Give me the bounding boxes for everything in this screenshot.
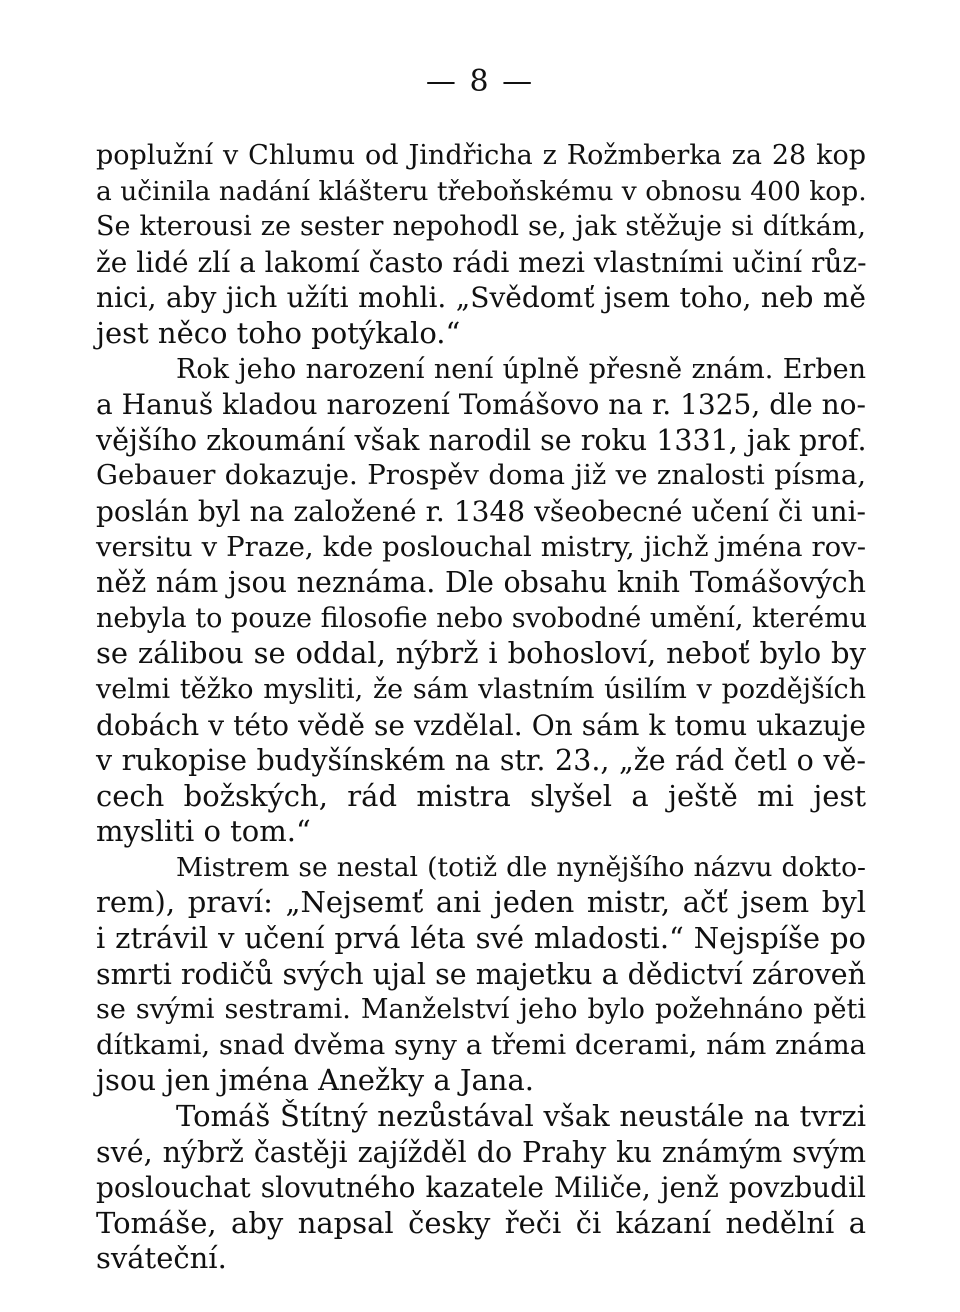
text-line: velmi těžko mysliti, že sám vlastním úsilím v pozdějších xyxy=(96,673,866,705)
paragraph-1 xyxy=(96,138,866,352)
text-line: Tomáše, aby napsal česky řeči či kázaní nedělní a xyxy=(96,1205,866,1240)
text-line: že lidé zlí a lakomí často rádi mezi vlastními učiní růz- xyxy=(96,245,867,279)
text-line: v rukopise budyšínském na str. 23., „že rád četl o vě- xyxy=(96,744,866,778)
text-line: nebyla to pouze filosofie nebo svobodné umění, kterému xyxy=(96,602,868,634)
text-line: a učinila nadání klášteru třeboňskému v obnosu 400 kop. xyxy=(96,175,867,207)
text-line: jsou jen jména Anežky a Jana. xyxy=(96,1063,534,1098)
text-line: a Hanuš kladou narození Tomášovo na r. 1325, dle no- xyxy=(96,388,866,422)
text-line: jest něco toho potýkalo.“ xyxy=(96,315,461,350)
text-line: poplužní v Chlumu od Jindřicha z Rožmberka za 28 kop xyxy=(96,140,866,171)
text-line: poslouchat slovutného kazatele Miliče, jenž povzbudil xyxy=(96,1171,866,1205)
paragraph-4 xyxy=(96,1099,866,1277)
text-line: cech božských, rád mistra slyšel a ještě mi jest xyxy=(96,778,866,813)
text-line: i ztrávil v učení prvá léta své mladosti.“ Nejspíše po xyxy=(96,921,866,956)
text-line: se zálibou se oddal, nýbrž i bohosloví, neboť bylo by xyxy=(96,636,866,671)
text-line: něž nám jsou neznáma. Dle obsahu knih Tomášových xyxy=(96,566,866,600)
text-line: Mistrem se nestal (totiž dle nynějšího názvu dokto- xyxy=(176,851,866,883)
paragraph-2 xyxy=(96,352,866,850)
text-line: se svými sestrami. Manželství jeho bylo požehnáno pěti xyxy=(96,994,866,1026)
text-line: nici, aby jich užíti mohli. „Svědomť jsem toho, neb mě xyxy=(96,281,866,315)
text-line: rem), praví: „Nejsemť ani jeden mistr, ačť jsem byl xyxy=(96,885,866,920)
text-line: vějšího zkoumání však narodil se roku 1331, jak prof. xyxy=(96,423,867,457)
text-line: své, nýbrž častěji zajížděl do Prahy ku známým svým xyxy=(96,1135,866,1169)
text-line: sváteční. xyxy=(96,1241,227,1276)
text-line: Rok jeho narození není úplně přesně znám. Erben xyxy=(176,353,866,385)
text-line: mysliti o tom.“ xyxy=(96,814,311,849)
body-text xyxy=(96,138,866,1277)
text-line: smrti rodičů svých ujal se majetku a dědictví zároveň xyxy=(96,957,866,991)
text-line: dítkami, snad dvěma syny a třemi dcerami, nám známa xyxy=(96,1028,867,1061)
text-line: Se kterousi ze sester nepohodl se, jak stěžuje si dítkám, xyxy=(96,211,866,243)
page-number: — 8 — xyxy=(425,64,535,99)
text-line: dobách v této vědě se vzdělal. On sám k tomu ukazuje xyxy=(96,708,866,742)
text-line: Gebauer dokazuje. Prospěv doma již ve znalosti písma, xyxy=(96,459,866,492)
text-line: versitu v Praze, kde poslouchal mistry, jichž jména rov- xyxy=(96,530,866,563)
text-line: poslán byl na založené r. 1348 všeobecné učení či uni- xyxy=(96,494,866,528)
text-line: Tomáš Štítný nezůstával však neustále na tvrzi xyxy=(176,1099,866,1134)
paragraph-3 xyxy=(96,850,866,1099)
